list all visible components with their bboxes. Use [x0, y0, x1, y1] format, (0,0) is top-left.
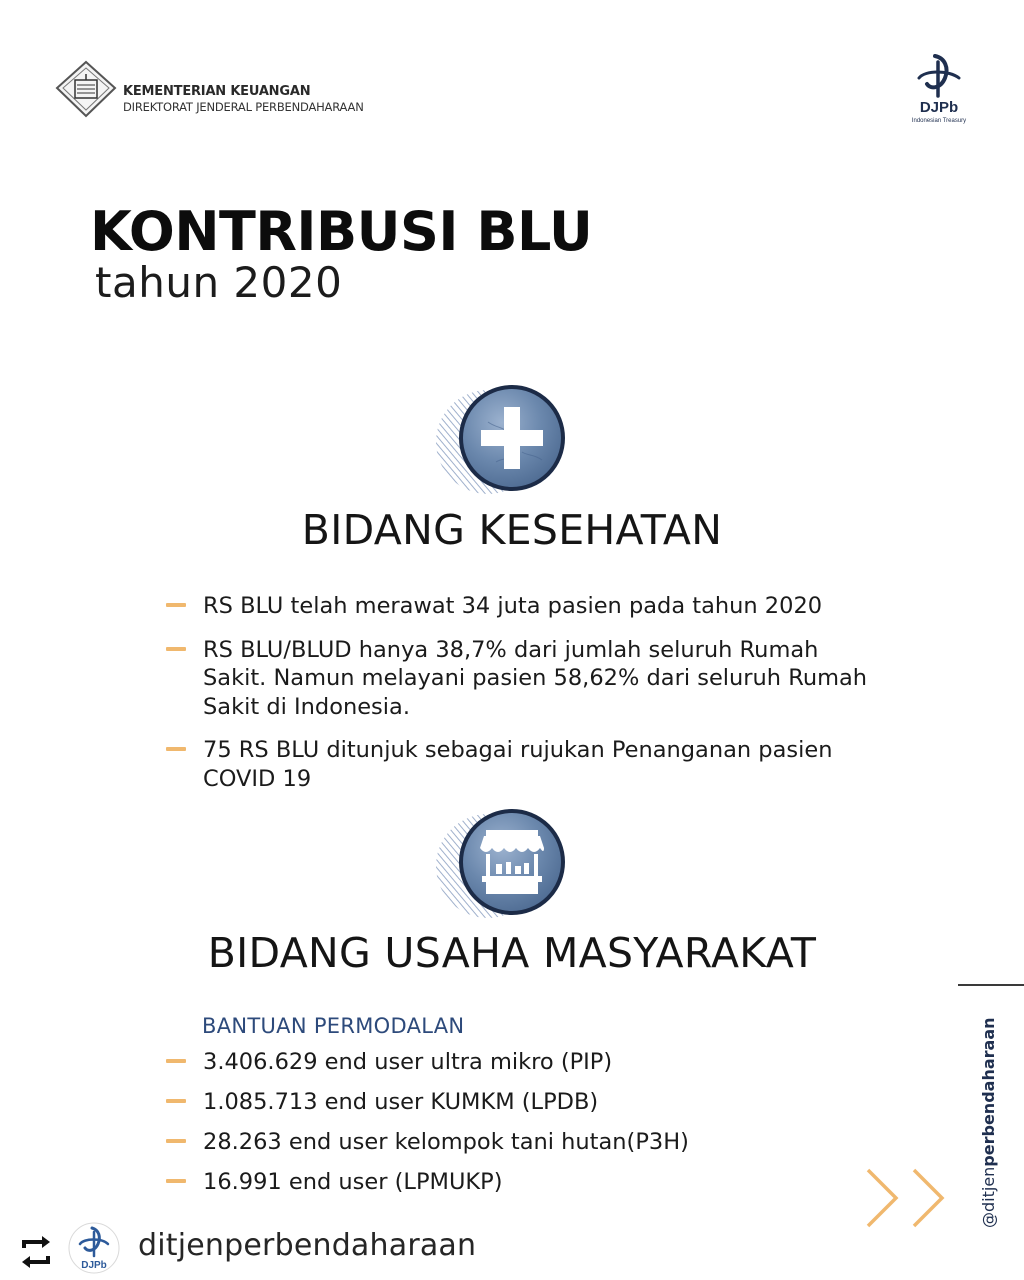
side-account-handle	[972, 1010, 1002, 1230]
dash-bullet-icon	[166, 1179, 186, 1183]
dash-bullet-icon	[166, 647, 186, 651]
health-list	[166, 592, 886, 808]
footer-logo-text: DJPb	[81, 1260, 107, 1271]
djpb-tagline: Indonesian Treasury	[911, 118, 967, 124]
list-item-text: 28.263 end user kelompok tani hutan(P3H)	[203, 1129, 689, 1155]
repost-icon[interactable]	[16, 1232, 56, 1272]
page-title: KONTRIBUSI BLU	[90, 200, 593, 263]
side-divider	[958, 984, 1024, 986]
list-item	[166, 736, 886, 793]
ministry-emblem-icon	[55, 60, 117, 118]
dash-bullet-icon	[166, 1059, 186, 1063]
dash-bullet-icon	[166, 603, 186, 607]
djpb-logo	[905, 48, 973, 128]
list-item-text: 3.406.629 end user ultra mikro (PIP)	[203, 1049, 613, 1075]
medical-cross-icon	[430, 382, 570, 494]
svg-text:@ditjenperbendaharaan	[979, 1017, 998, 1228]
djpb-logo-icon	[905, 48, 973, 128]
dash-bullet-icon	[166, 747, 186, 751]
page-subtitle: tahun 2020	[95, 258, 343, 307]
list-item-text: 1.085.713 end user KUMKM (LPDB)	[203, 1089, 599, 1115]
list-item-text: 16.991 end user (LPMUKP)	[203, 1169, 503, 1195]
market-list	[166, 1048, 886, 1208]
list-item	[166, 1168, 886, 1197]
side-handle-bold: perbendaharaan	[979, 1017, 998, 1167]
list-item-text: RS BLU/BLUD hanya 38,7% dari jumlah seluruh Rumah Sakit. Namun melayani pasien 58,62% dari seluruh Rumah Sakit di Indonesia.	[203, 636, 868, 720]
list-item	[166, 636, 886, 722]
directorate-name: DIREKTORAT JENDERAL PERBENDAHARAAN	[123, 100, 364, 114]
dash-bullet-icon	[166, 1099, 186, 1103]
side-handle-prefix: @ditjen	[979, 1166, 998, 1228]
djpb-logo-text: DJPb	[919, 99, 959, 116]
footer-avatar[interactable]	[68, 1222, 120, 1276]
next-chevrons-icon[interactable]	[862, 1166, 952, 1230]
list-item	[166, 1128, 886, 1157]
account-name-link[interactable]: ditjenperbendaharaan	[138, 1228, 477, 1263]
list-item-text: 75 RS BLU ditunjuk sebagai rujukan Penanganan pasien COVID 19	[203, 737, 833, 792]
list-item	[166, 592, 886, 621]
market-stall-icon	[430, 806, 570, 918]
dash-bullet-icon	[166, 1139, 186, 1143]
list-item-text: RS BLU telah merawat 34 juta pasien pada tahun 2020	[203, 593, 823, 619]
list-item	[166, 1048, 886, 1077]
list-item	[166, 1088, 886, 1117]
health-section-heading: BIDANG KESEHATAN	[301, 506, 723, 554]
capital-assistance-subheading: BANTUAN PERMODALAN	[202, 1014, 465, 1038]
market-section-heading: BIDANG USAHA MASYARAKAT	[207, 929, 817, 977]
ministry-name: KEMENTERIAN KEUANGAN	[123, 84, 311, 99]
